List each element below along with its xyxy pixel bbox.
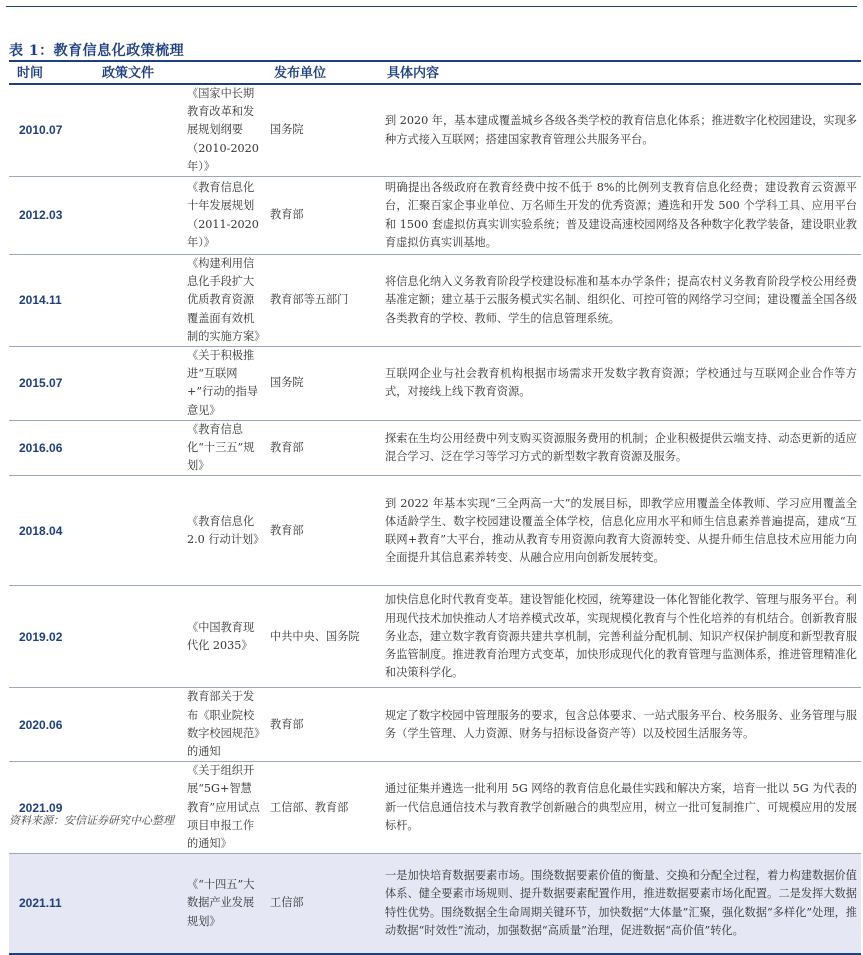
table-row [9,854,861,954]
row-date: 2021.11 [9,854,94,954]
table-row [9,420,861,476]
row-content: 通过征集并遴选一批利用 5G 网络的教育信息化最佳实践和解决方案，培育一批以 5G 为代表的新一代信息通信技术与教育教学创新融合的典型应用，树立一批可复制推广、可规模应用的发展标杆。 [379,762,861,854]
table-title: 表 1：教育信息化政策梳理 [9,43,185,59]
row-content: 明确提出各级政府在教育经费中按不低于 8%的比例列支教育信息化经费；建设教育云资源平台，汇聚百家企事业单位、万名师生开发的优秀资源；遴选和开发 500 个学科工具、应用平台和 1500 套虚拟仿真实训实验系统；普及建设高速校园网络及各种数字化教学装备，建设职业教育虚拟仿真实训基地。 [379,177,861,255]
row-policy: 《教育信息化十年发展规划（2011-2020 年）》 [94,177,266,255]
table-row [9,688,861,762]
row-issuer: 国务院 [266,84,379,177]
row-policy: 《构建利用信息化手段扩大优质教育资源覆盖面有效机制的实施方案》 [94,255,266,347]
table-row [9,762,861,854]
source-note: 资料来源：安信证券研究中心整理 [9,814,174,827]
row-issuer: 教育部 [266,688,379,762]
row-issuer: 工信部 [266,854,379,954]
row-date: 2020.06 [9,688,94,762]
row-content: 互联网企业与社会教育机构根据市场需求开发数字教育资源；学校通过与互联网企业合作等方式，对接线上线下教育资源。 [379,347,861,421]
row-issuer: 中共中央、国务院 [266,586,379,688]
row-date: 2019.02 [9,586,94,688]
row-date: 2021.09 [9,762,94,854]
table-header-row [9,61,861,84]
table-row [9,177,861,255]
row-issuer: 工信部、教育部 [266,762,379,854]
header-policy: 政策文件 [94,61,266,84]
table-row [9,586,861,688]
row-policy: 《关于组织开展“5G+智慧教育”应用试点项目申报工作的通知》 [94,762,266,854]
row-content: 将信息化纳入义务教育阶段学校建设标准和基本办学条件；提高农村义务教育阶段学校公用经费基准定额；建立基于云服务模式实名制、组织化、可控可管的网络学习空间；建设覆盖全国各级各类教育的学校、教师、学生的信息管理系统。 [379,255,861,347]
row-policy: 《“十四五”大数据产业发展规划》 [94,854,266,954]
header-date: 时间 [9,61,94,84]
row-policy: 《中国教育现代化 2035》 [94,586,266,688]
row-policy: 《关于积极推进“互联网+”行动的指导意见》 [94,347,266,421]
row-issuer: 国务院 [266,347,379,421]
row-date: 2014.11 [9,255,94,347]
row-policy: 《国家中长期教育改革和发展规划纲要（2010-2020年）》 [94,84,266,177]
row-issuer: 教育部等五部门 [266,255,379,347]
row-content: 到 2022 年基本实现“三全两高一大”的发展目标，即教学应用覆盖全体教师、学习应用覆盖全体适龄学生、数字校园建设覆盖全体学校，信息化应用水平和师生信息素养普遍提高，建成“互联网+教育”大平台，推动从教育专用资源向教育大资源转变、从提升师生信息技术应用能力向全面提升其信息素养转变、从融合应用向创新发展转变。 [379,476,861,586]
row-content: 规定了数字校园中管理服务的要求，包含总体要求、一站式服务平台、校务服务、业务管理与服务（学生管理、人力资源、财务与招标设备资产等）以及校园生活服务等。 [379,688,861,762]
table-row [9,255,861,347]
row-date: 2018.04 [9,476,94,586]
header-rule [6,6,857,7]
row-content: 探索在生均公用经费中列支购买资源服务费用的机制；企业积极提供云端支持、动态更新的适应混合学习、泛在学习等学习方式的新型数字教育资源及服务。 [379,420,861,476]
row-issuer: 教育部 [266,476,379,586]
row-policy: 《教育信息化“十三五”规划》 [94,420,266,476]
row-content: 加快信息化时代教育变革。建设智能化校园，统筹建设一体化智能化教学、管理与服务平台。利用现代技术加快推动人才培养模式改革，实现规模化教育与个性化培养的有机结合。创新教育服务业态，建立数字教育资源共建共享机制，完善利益分配机制、知识产权保护制度和新型教育服务监管制度。推进教育治理方式变革，加快形成现代化的教育管理与监测体系，推进管理精准化和决策科学化。 [379,586,861,688]
row-date: 2016.06 [9,420,94,476]
row-content: 一是加快培育数据要素市场。围绕数据要素价值的衡量、交换和分配全过程，着力构建数据价值体系、健全要素市场规则、提升数据要素配置作用，推进数据要素市场化配置。二是发挥大数据特性优势。围绕数据全生命周期关键环节，加快数据“大体量”汇聚，强化数据“多样化”处理，推动数据“时效性”流动，加强数据“高质量”治理，促进数据“高价值”转化。 [379,854,861,954]
row-content: 到 2020 年，基本建成覆盖城乡各级各类学校的教育信息化体系；推进数字化校园建设，实现多种方式接入互联网；搭建国家教育管理公共服务平台。 [379,84,861,177]
header-issuer: 发布单位 [266,61,379,84]
table-row [9,476,861,586]
row-policy: 教育部关于发布《职业院校数字校园规范》的通知 [94,688,266,762]
row-date: 2012.03 [9,177,94,255]
table-row [9,347,861,421]
row-policy: 《教育信息化 2.0 行动计划》 [94,476,266,586]
row-issuer: 教育部 [266,420,379,476]
table-row [9,84,861,177]
header-content: 具体内容 [379,61,861,84]
row-issuer: 教育部 [266,177,379,255]
row-date: 2015.07 [9,347,94,421]
row-date: 2010.07 [9,84,94,177]
